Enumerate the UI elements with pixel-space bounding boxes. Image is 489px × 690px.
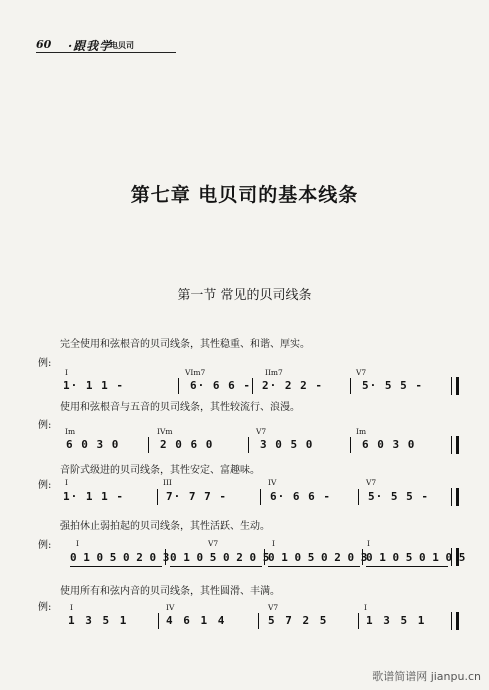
example-description: 使用和弦根音与五音的贝司线条，其性较流行、浪漫。 — [60, 402, 300, 413]
chapter-title: 第七章 电贝司的基本线条 — [130, 184, 359, 206]
beam-underline — [70, 566, 162, 567]
book-title: ·跟我学 — [68, 39, 113, 53]
chord-symbol: IIm7 — [265, 368, 283, 377]
notation-measure: 0 1 0 5 0 2 0 3 — [268, 551, 368, 564]
example-label: 例: — [38, 358, 52, 369]
chord-symbol: I — [65, 368, 68, 377]
notation-measure: 5 7 2 5 — [268, 614, 329, 627]
final-bar-line — [451, 377, 459, 395]
chord-symbol: I — [65, 478, 68, 487]
notation-measure: 6· 6 6 - — [270, 490, 331, 503]
beam-underline — [268, 566, 360, 567]
chord-symbol: V7 — [268, 603, 279, 612]
notation-measure: 5· 5 5 - — [362, 379, 423, 392]
header-rule — [36, 52, 176, 53]
notation-measure: 1 3 5 1 — [366, 614, 427, 627]
chord-symbol: III — [163, 478, 172, 487]
page-number: 60 — [36, 38, 52, 51]
chord-symbol: V7 — [256, 427, 267, 436]
bar-line — [148, 437, 149, 453]
beam-underline — [366, 566, 448, 567]
bar-line — [165, 549, 166, 565]
final-bar-line — [451, 488, 459, 506]
bar-line — [248, 437, 249, 453]
chord-symbol: I — [272, 539, 275, 548]
book-subtitle: 电贝司 — [110, 40, 134, 50]
notation-measure: 0 1 0 5 0 1 0 5 — [366, 551, 466, 564]
chord-symbol: V7 — [208, 539, 219, 548]
notation-measure: 7· 7 7 - — [166, 490, 227, 503]
chord-symbol: I — [364, 603, 367, 612]
notation-measure: 6· 6 6 - — [190, 379, 251, 392]
bar-line — [350, 378, 351, 394]
bar-line — [358, 613, 359, 629]
bar-line — [362, 549, 363, 565]
watermark: 歌谱简谱网 jianpu.cn — [372, 670, 481, 683]
chord-symbol: VIm7 — [185, 368, 206, 377]
example-description: 强拍休止弱拍起的贝司线条，其性活跃、生动。 — [60, 521, 270, 532]
notation-measure: 6 0 3 0 — [66, 438, 120, 451]
bar-line — [158, 613, 159, 629]
chord-symbol: I — [367, 539, 370, 548]
chord-symbol: V7 — [366, 478, 377, 487]
example-label: 例: — [38, 540, 52, 551]
bar-line — [350, 437, 351, 453]
final-bar-line — [451, 612, 459, 630]
bar-line — [358, 489, 359, 505]
bar-line — [264, 549, 265, 565]
notation-measure: 5· 5 5 - — [368, 490, 429, 503]
notation-measure: 6 0 3 0 — [362, 438, 416, 451]
bar-line — [157, 489, 158, 505]
bar-line — [258, 613, 259, 629]
notation-measure: 0 1 0 5 0 2 0 5 — [170, 551, 270, 564]
example-label: 例: — [38, 602, 52, 613]
notation-measure: 0 1 0 5 0 2 0 3 — [70, 551, 170, 564]
example-label: 例: — [38, 480, 52, 491]
notation-measure: 2 0 6 0 — [160, 438, 214, 451]
example-label: 例: — [38, 420, 52, 431]
notation-measure: 1· 1 1 - — [63, 379, 124, 392]
chord-symbol: Im — [65, 427, 76, 436]
final-bar-line — [451, 436, 459, 454]
bar-line — [178, 378, 179, 394]
chord-symbol: IVm — [157, 427, 173, 436]
example-description: 完全使用和弦根音的贝司线条，其性稳重、和谐、厚实。 — [60, 339, 310, 350]
chord-symbol: I — [76, 539, 79, 548]
bar-line — [260, 489, 261, 505]
notation-measure: 4 6 1 4 — [166, 614, 227, 627]
notation-measure: 1 3 5 1 — [68, 614, 129, 627]
beam-underline — [170, 566, 262, 567]
bar-line — [252, 378, 253, 394]
chord-symbol: I — [70, 603, 73, 612]
notation-measure: 2· 2 2 - — [262, 379, 323, 392]
example-description: 音阶式级进的贝司线条，其性安定、富趣味。 — [60, 465, 260, 476]
chord-symbol: Im — [356, 427, 367, 436]
chord-symbol: IV — [166, 603, 175, 612]
notation-measure: 3 0 5 0 — [260, 438, 314, 451]
example-description: 使用所有和弦内音的贝司线条，其性圆滑、丰满。 — [60, 586, 280, 597]
section-title: 第一节 常见的贝司线条 — [177, 288, 312, 303]
notation-measure: 1· 1 1 - — [63, 490, 124, 503]
chord-symbol: V7 — [356, 368, 367, 377]
final-bar-line — [451, 548, 459, 566]
chord-symbol: IV — [268, 478, 277, 487]
